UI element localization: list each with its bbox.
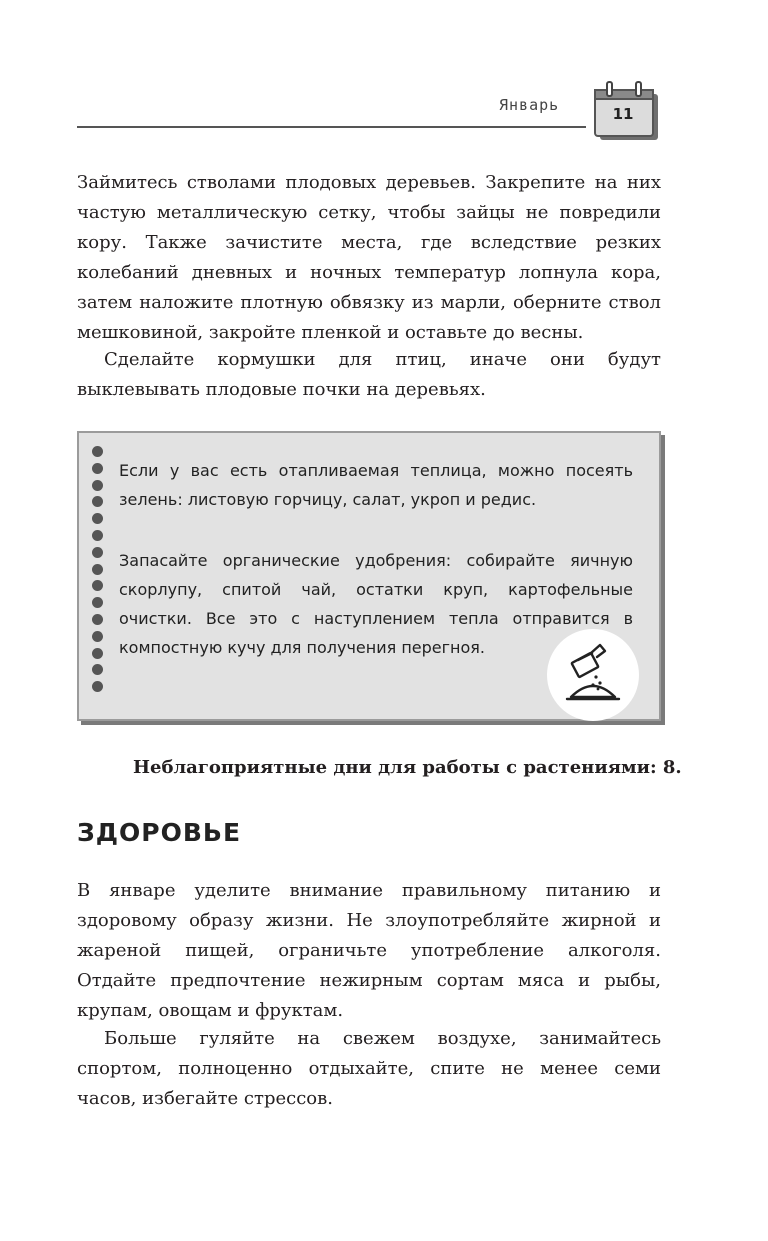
tip-box	[77, 431, 661, 721]
watering-can-icon	[547, 629, 639, 721]
unfavorable-days-note: Неблагоприятные дни для работы с растениями: 8.	[133, 757, 682, 778]
running-header-month: Январь	[499, 96, 560, 114]
section-title-health: ЗДОРОВЬЕ	[77, 818, 242, 847]
tip-box-dots	[92, 446, 104, 698]
health-paragraph-1: В январе уделите внимание правильному питанию и здоровому образу жизни. Не злоупотребляйте жирной и жареной пищей, ограничьте употребление алкоголя. Отдайте предпочтение нежирным сортам мяса и рыбы, крупам, овощам и фруктам.	[77, 880, 661, 1021]
intro-paragraph-1: Займитесь стволами плодовых деревьев. Закрепите на них частую металлическую сетку, чтобы зайцы не повредили кору. Также зачистите места, где вследствие резких колебаний дневных и ночных температур лопнула кора, затем наложите плотную обвязку из марли, оберните ствол мешковиной, закройте пленкой и оставьте до весны.	[77, 172, 661, 343]
tip-2: Запасайте органические удобрения: собирайте яичную скорлупу, спитой чай, остатки круп, картофельные очистки. Все это с наступлением тепла отправится в компостную кучу для получения перегноя.	[119, 551, 633, 657]
tip-1: Если у вас есть отапливаемая теплица, можно посеять зелень: листовую горчицу, салат, укроп и редис.	[119, 461, 633, 509]
page-number: 11	[612, 105, 634, 123]
intro-paragraph-2: Сделайте кормушки для птиц, иначе они будут выклевывать плодовые почки на деревьях.	[77, 349, 661, 400]
calendar-icon	[592, 80, 662, 142]
header-rule	[77, 126, 586, 128]
health-paragraph-2: Больше гуляйте на свежем воздухе, занимайтесь спортом, полноценно отдыхайте, спите не менее семи часов, избегайте стрессов.	[77, 1028, 661, 1109]
